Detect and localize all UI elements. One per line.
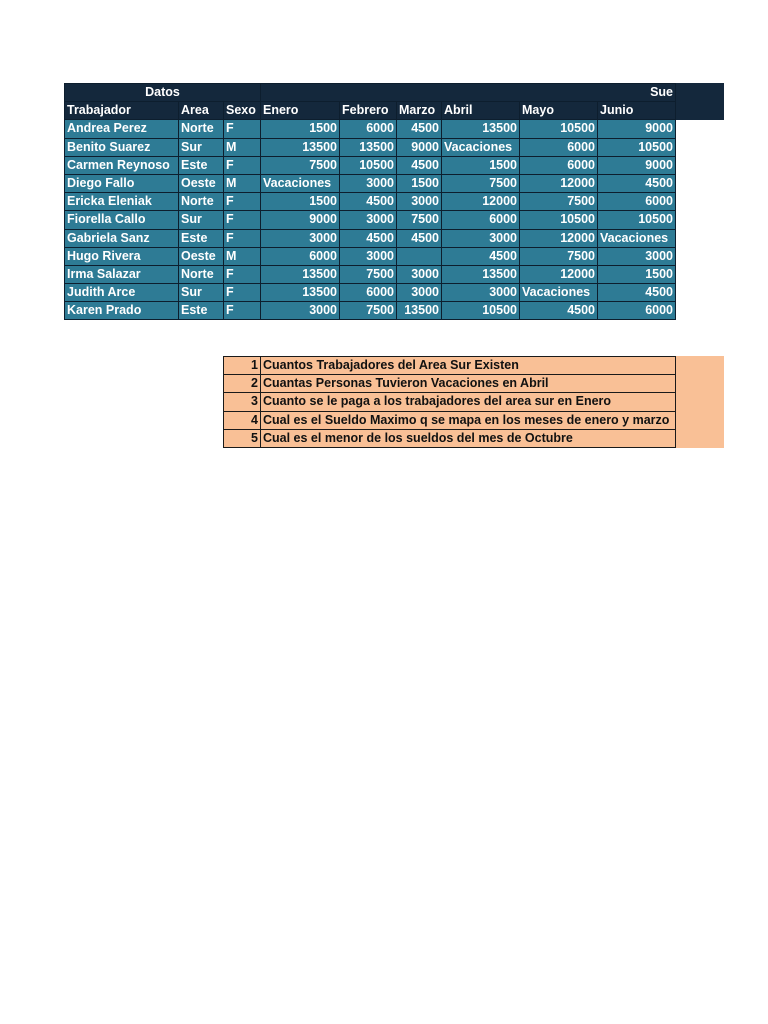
table-cell[interactable]: Gabriela Sanz (65, 229, 179, 247)
table-cell[interactable]: 6000 (520, 138, 598, 156)
table-cell[interactable]: 1500 (261, 120, 340, 138)
table-cell[interactable]: 12000 (520, 229, 598, 247)
question-row (224, 411, 676, 429)
table-cell[interactable]: Norte (179, 120, 224, 138)
table-cell[interactable]: 7500 (397, 211, 442, 229)
table-cell[interactable]: 13500 (442, 265, 520, 283)
table-cell[interactable]: Andrea Perez (65, 120, 179, 138)
table-row (65, 302, 676, 320)
question-row (224, 357, 676, 375)
table-cell[interactable]: 4500 (340, 229, 397, 247)
header-extension (676, 83, 724, 120)
table-cell[interactable]: 9000 (598, 156, 676, 174)
table-cell[interactable]: 6000 (261, 247, 340, 265)
table-cell[interactable]: M (224, 174, 261, 192)
table-cell[interactable]: 3000 (340, 211, 397, 229)
table-cell[interactable]: 13500 (340, 138, 397, 156)
table-cell[interactable]: 13500 (442, 120, 520, 138)
table-cell[interactable]: Benito Suarez (65, 138, 179, 156)
table-cell[interactable]: 4500 (397, 229, 442, 247)
table-cell[interactable]: Oeste (179, 174, 224, 192)
table-cell[interactable]: 7500 (520, 247, 598, 265)
table-cell[interactable]: 3000 (397, 265, 442, 283)
table-cell[interactable]: 10500 (340, 156, 397, 174)
column-header[interactable]: Area (179, 102, 224, 120)
question-row (224, 429, 676, 447)
table-cell[interactable]: 3000 (397, 284, 442, 302)
table-cell[interactable]: 6000 (598, 302, 676, 320)
table-cell[interactable]: 6000 (340, 120, 397, 138)
question-number[interactable]: 2 (224, 375, 261, 393)
table-cell[interactable]: 10500 (520, 120, 598, 138)
column-header[interactable]: Trabajador (65, 102, 179, 120)
table-row (65, 120, 676, 138)
column-header[interactable]: Sexo (224, 102, 261, 120)
table-cell[interactable]: M (224, 247, 261, 265)
table-cell[interactable]: F (224, 193, 261, 211)
table-cell[interactable]: 3000 (397, 193, 442, 211)
table-cell[interactable]: 13500 (261, 138, 340, 156)
table-cell[interactable]: Oeste (179, 247, 224, 265)
table-cell[interactable]: 3000 (442, 284, 520, 302)
table-cell[interactable]: 4500 (520, 302, 598, 320)
table-cell[interactable]: Sur (179, 138, 224, 156)
table-cell[interactable]: 3000 (261, 302, 340, 320)
table-cell[interactable]: 13500 (261, 284, 340, 302)
column-header[interactable]: Enero (261, 102, 340, 120)
question-text[interactable]: Cuantos Trabajadores del Area Sur Existen (261, 357, 676, 375)
table-cell[interactable]: Carmen Reynoso (65, 156, 179, 174)
table-cell[interactable]: 4500 (442, 247, 520, 265)
table-cell[interactable]: 4500 (340, 193, 397, 211)
table-cell[interactable]: 9000 (397, 138, 442, 156)
table-cell[interactable]: 6000 (520, 156, 598, 174)
question-row (224, 393, 676, 411)
question-text[interactable]: Cuanto se le paga a los trabajadores del area sur en Enero (261, 393, 676, 411)
table-cell[interactable]: 1500 (598, 265, 676, 283)
table-cell[interactable]: 10500 (598, 211, 676, 229)
table-cell[interactable]: F (224, 120, 261, 138)
questions-table (223, 356, 676, 448)
question-number[interactable]: 1 (224, 357, 261, 375)
table-cell[interactable]: 3000 (442, 229, 520, 247)
question-number[interactable]: 3 (224, 393, 261, 411)
table-cell[interactable]: M (224, 138, 261, 156)
group-header-row (65, 84, 676, 102)
table-cell[interactable]: F (224, 302, 261, 320)
table-cell[interactable]: 12000 (520, 174, 598, 192)
table-cell[interactable]: 3000 (598, 247, 676, 265)
table-row (65, 265, 676, 283)
table-cell[interactable]: 7500 (442, 174, 520, 192)
column-header[interactable]: Junio (598, 102, 676, 120)
question-text[interactable]: Cual es el Sueldo Maximo q se mapa en los meses de enero y marzo (261, 411, 676, 429)
table-cell[interactable]: Sur (179, 211, 224, 229)
column-header[interactable]: Mayo (520, 102, 598, 120)
question-number[interactable]: 5 (224, 429, 261, 447)
table-row (65, 247, 676, 265)
table-cell[interactable]: Irma Salazar (65, 265, 179, 283)
table-cell[interactable]: 3000 (261, 229, 340, 247)
table-cell[interactable]: 13500 (261, 265, 340, 283)
table-row (65, 211, 676, 229)
table-cell[interactable]: 7500 (520, 193, 598, 211)
table-cell[interactable]: Judith Arce (65, 284, 179, 302)
table-cell[interactable]: Vacaciones (261, 174, 340, 192)
group-header-datos[interactable]: Datos (65, 84, 261, 102)
table-cell[interactable]: 1500 (261, 193, 340, 211)
table-cell[interactable]: 4500 (598, 284, 676, 302)
table-cell[interactable]: 7500 (340, 265, 397, 283)
table-cell[interactable]: 9000 (598, 120, 676, 138)
table-cell[interactable]: Vacaciones (520, 284, 598, 302)
table-cell[interactable] (397, 247, 442, 265)
table-cell[interactable]: Vacaciones (442, 138, 520, 156)
table-row (65, 156, 676, 174)
column-header-row (65, 102, 676, 120)
table-cell[interactable]: 12000 (442, 193, 520, 211)
table-cell[interactable]: 1500 (442, 156, 520, 174)
table-cell[interactable]: 4500 (397, 156, 442, 174)
table-cell[interactable]: F (224, 265, 261, 283)
table-cell[interactable]: 6000 (442, 211, 520, 229)
table-cell[interactable]: Hugo Rivera (65, 247, 179, 265)
table-row (65, 174, 676, 192)
table-cell[interactable]: 10500 (520, 211, 598, 229)
table-cell[interactable]: F (224, 229, 261, 247)
table-cell[interactable]: Fiorella Callo (65, 211, 179, 229)
table-cell[interactable]: 6000 (340, 284, 397, 302)
answer-cells[interactable] (676, 356, 724, 448)
table-row (65, 138, 676, 156)
table-cell[interactable]: 4500 (397, 120, 442, 138)
table-cell[interactable]: 7500 (340, 302, 397, 320)
table-row (65, 284, 676, 302)
table-cell[interactable]: 3000 (340, 247, 397, 265)
table-cell[interactable]: Norte (179, 193, 224, 211)
question-row (224, 375, 676, 393)
table-cell[interactable]: Este (179, 229, 224, 247)
column-header[interactable]: Febrero (340, 102, 397, 120)
table-row (65, 193, 676, 211)
table-cell[interactable]: F (224, 211, 261, 229)
salary-data-table (64, 83, 676, 320)
question-text[interactable]: Cuantas Personas Tuvieron Vacaciones en Abril (261, 375, 676, 393)
table-cell[interactable]: Vacaciones (598, 229, 676, 247)
table-cell[interactable]: Ericka Eleniak (65, 193, 179, 211)
table-cell[interactable]: 10500 (442, 302, 520, 320)
column-header[interactable]: Abril (442, 102, 520, 120)
table-cell[interactable]: Diego Fallo (65, 174, 179, 192)
question-text[interactable]: Cual es el menor de los sueldos del mes de Octubre (261, 429, 676, 447)
table-cell[interactable]: 7500 (261, 156, 340, 174)
table-cell[interactable]: 10500 (598, 138, 676, 156)
column-header[interactable]: Marzo (397, 102, 442, 120)
table-cell[interactable]: Este (179, 156, 224, 174)
table-cell[interactable]: Karen Prado (65, 302, 179, 320)
table-cell[interactable]: 12000 (520, 265, 598, 283)
table-cell[interactable]: F (224, 284, 261, 302)
table-cell[interactable]: Norte (179, 265, 224, 283)
table-cell[interactable]: Este (179, 302, 224, 320)
table-cell[interactable]: 4500 (598, 174, 676, 192)
table-cell[interactable]: 6000 (598, 193, 676, 211)
table-row (65, 229, 676, 247)
table-cell[interactable]: 1500 (397, 174, 442, 192)
table-cell[interactable]: 3000 (340, 174, 397, 192)
table-cell[interactable]: Sur (179, 284, 224, 302)
table-cell[interactable]: F (224, 156, 261, 174)
question-number[interactable]: 4 (224, 411, 261, 429)
group-header-sueldos[interactable]: Sue (261, 84, 676, 102)
table-cell[interactable]: 9000 (261, 211, 340, 229)
table-cell[interactable]: 13500 (397, 302, 442, 320)
